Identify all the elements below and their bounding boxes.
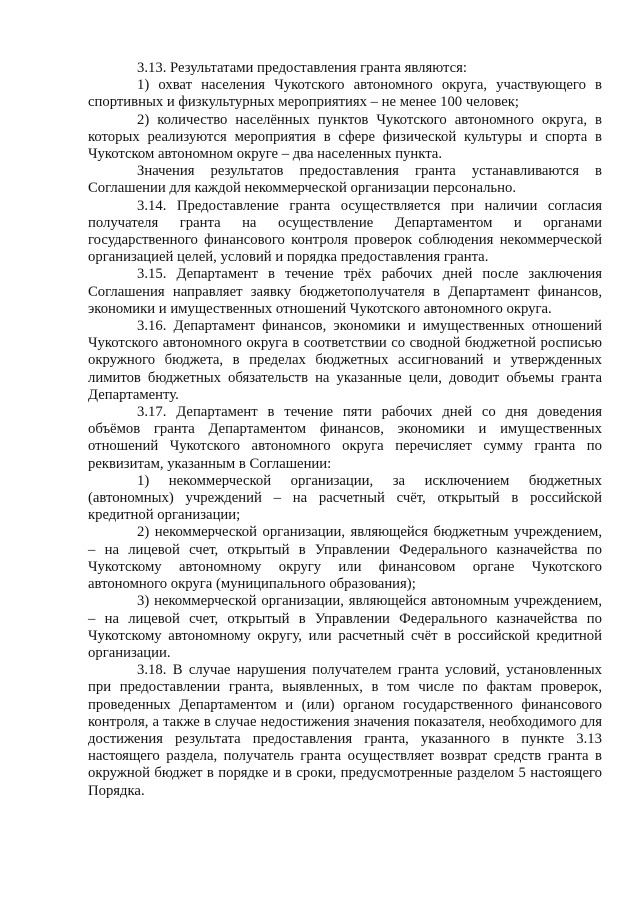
clause-3-13-heading: 3.13. Результатами предоставления гранта являются: [137,60,467,76]
clause-3-16: 3.16. Департамент финансов, экономики и имущественных отношений Чукотского автономного округа в соответствии со сводной бюджетной росписью окружного бюджета, в пределах бюджетных ассигнований и утвержденных лимитов бюджетных обязательств на указанные цели, доводит объемы гранта Департаменту. [88,318,602,403]
document-page [88,60,602,800]
clause-3-17-item-3: 3) некоммерческой организации, являющейся автономным учреждением, – на лицевой счет, открытый в Управлении Федерального казначейства по Чукотскому автономному округу, или расчетный счёт в российской кредитной организации. [88,593,602,661]
clause-3-18: 3.18. В случае нарушения получателем гранта условий, установленных при предоставлении гранта, выявленных, в том числе по фактам проверок, проведенных Департаментом и (или) органом государственного финансового контроля, а также в случае недостижения значения показателя, необходимого для достижения результата предоставления гранта, указанного в пункте 3.13 настоящего раздела, получатель гранта осуществляет возврат средств гранта в окружной бюджет в порядке и в сроки, предусмотренные разделом 5 настоящего Порядка. [88,662,602,799]
clause-3-17: 3.17. Департамент в течение пяти рабочих дней со дня доведения объёмов гранта Департаментом финансов, экономики и имущественных отношений Чукотского автономного округа перечисляет сумму гранта по реквизитам, указанным в Соглашении: [88,404,602,472]
clause-3-13-item-1: 1) охват населения Чукотского автономного округа, участвующего в спортивных и физкультурных мероприятиях – не менее 100 человек; [88,77,602,111]
clause-3-17-item-2: 2) некоммерческой организации, являющейся бюджетным учреждением, – на лицевой счет, открытый в Управлении Федерального казначейства по Чукотскому автономному округу или финансовом органе Чукотского автономного округа (муниципального образования); [88,524,602,593]
clause-3-14: 3.14. Предоставление гранта осуществляется при наличии согласия получателя гранта на осуществление Департаментом и органами государственного финансового контроля проверок соблюдения некоммерческой организацией целей, условий и порядка предоставления гранта. [88,197,602,266]
clause-3-13-values: Значения результатов предоставления гранта устанавливаются в Соглашении для каждой некоммерческой организации персонально. [88,163,602,197]
clause-3-15: 3.15. Департамент в течение трёх рабочих дней после заключения Соглашения направляет заявку бюджетополучателя в Департамент финансов, экономики и имущественных отношений Чукотского автономного округа. [88,266,602,317]
clause-3-13-item-2: 2) количество населённых пунктов Чукотского автономного округа, в которых реализуются мероприятия в сфере физической культуры и спорта в Чукотском автономном округе – два населенных пункта. [88,111,602,163]
clause-3-17-item-1: 1) некоммерческой организации, за исключением бюджетных (автономных) учреждений – на расчетный счёт, открытый в российской кредитной организации; [88,472,602,524]
